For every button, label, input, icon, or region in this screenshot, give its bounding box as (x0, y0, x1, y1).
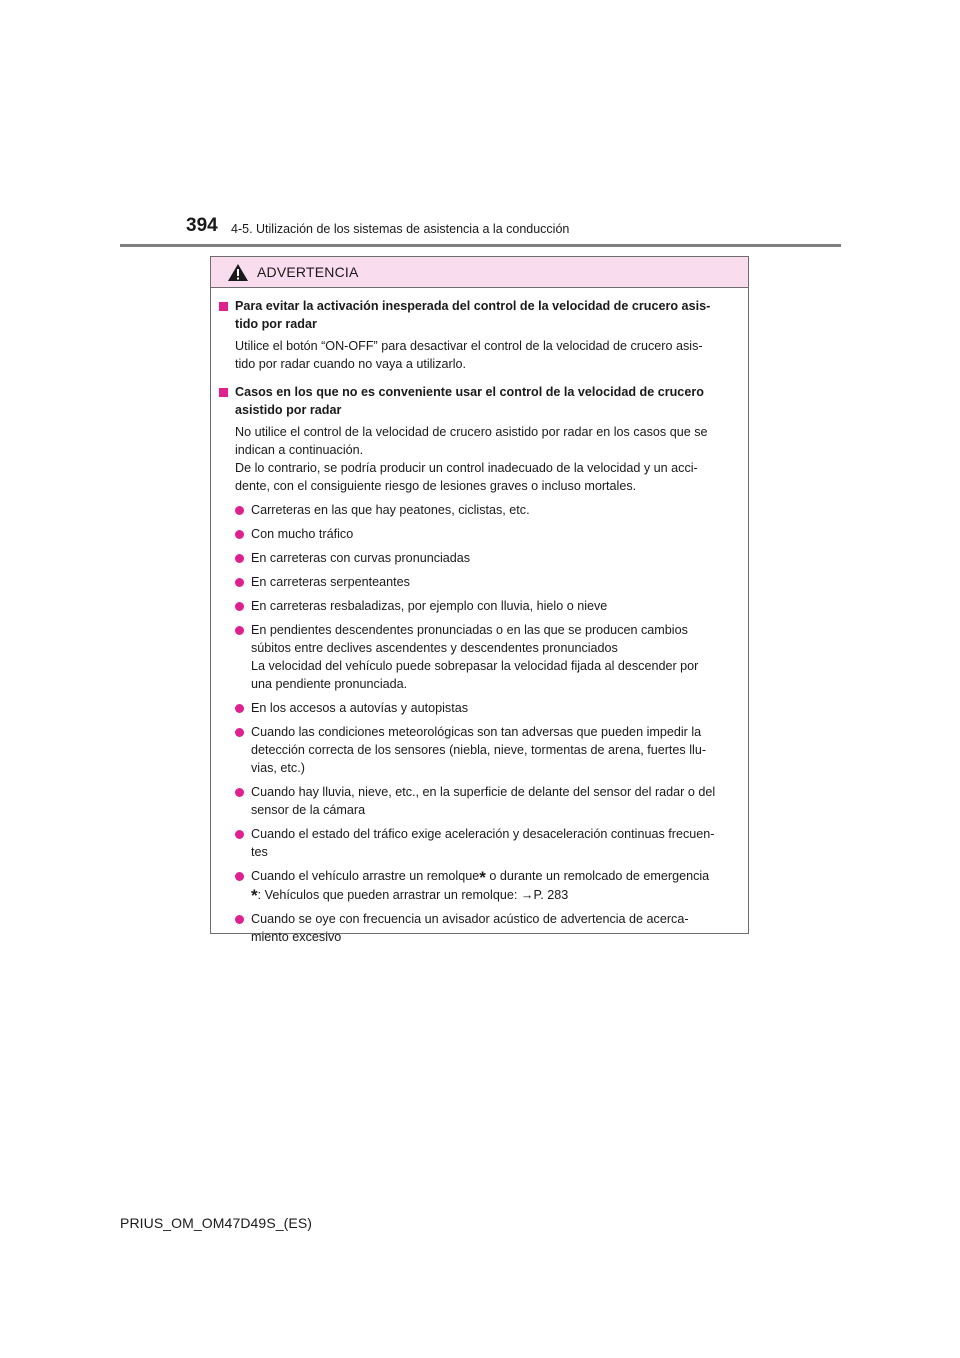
list-item: Cuando el estado del tráfico exige aceleración y desaceleración continuas frecuen- tes (235, 825, 741, 861)
list-item: En pendientes descendentes pronunciadas o en las que se producen cambios súbitos entre declives ascendentes y descendentes pronunciados La velocidad del vehículo puede sobrepasar la velocidad fijada al descender por una pendiente pronunciada. (235, 621, 741, 693)
bullet-dot-icon (235, 704, 244, 713)
bullet-dot-icon (235, 602, 244, 611)
list-item: Cuando se oye con frecuencia un avisador acústico de advertencia de acerca- miento excesivo (235, 910, 741, 946)
bullet-dot-icon (235, 728, 244, 737)
footer-document-code: PRIUS_OM_OM47D49S_(ES) (120, 1215, 313, 1231)
bullet-list (235, 501, 741, 946)
warning-header (211, 257, 748, 288)
topic-title: Casos en los que no es conveniente usar el control de la velocidad de crucero asistido por radar (235, 385, 704, 417)
bullet-dot-icon (235, 830, 244, 839)
list-item: Cuando las condiciones meteorológicas son tan adversas que pueden impedir la detección correcta de los sensores (niebla, nieve, tormentas de arena, fuertes llu- vias, etc.) (235, 723, 741, 777)
square-marker-icon (219, 388, 228, 397)
warning-title: ADVERTENCIA (257, 264, 359, 280)
bullet-dot-icon (235, 530, 244, 539)
bullet-dot-icon (235, 626, 244, 635)
bullet-dot-icon (235, 554, 244, 563)
footnote-star: * (479, 868, 486, 887)
list-item: En los accesos a autovías y autopistas (235, 699, 741, 717)
bullet-dot-icon (235, 872, 244, 881)
topic-unexpected-activation (219, 297, 741, 333)
list-item: Carreteras en las que hay peatones, ciclistas, etc. (235, 501, 741, 519)
footnote-star: * (251, 886, 258, 905)
section-title: 4-5. Utilización de los sistemas de asistencia a la conducción (231, 222, 570, 236)
list-item: Cuando el vehículo arrastre un remolque* o durante un remolcado de emergencia *: Vehículos que pueden arrastrar un remolque: →P. 283 (235, 867, 741, 904)
footnote-line: *: Vehículos que pueden arrastrar un remolque: →P. 283 (251, 886, 569, 905)
topic-paragraph: Utilice el botón “ON-OFF” para desactivar el control de la velocidad de crucero asis- tido por radar cuando no vaya a utilizarlo. (235, 339, 703, 371)
topic-title: Para evitar la activación inesperada del control de la velocidad de crucero asis- tido por radar (235, 299, 711, 331)
bullet-dot-icon (235, 506, 244, 515)
warning-body (211, 288, 748, 946)
square-marker-icon (219, 302, 228, 311)
page-number: 394 (186, 215, 218, 236)
list-item: En carreteras con curvas pronunciadas (235, 549, 741, 567)
topic-paragraph: No utilice el control de la velocidad de crucero asistido por radar en los casos que se indican a continuación. De lo contrario, se podría producir un control inadecuado de la velocidad y un acci- dente, con el consiguiente riesgo de lesiones graves o incluso mortales. (235, 425, 708, 493)
warning-triangle-icon (227, 263, 249, 282)
list-item: Con mucho tráfico (235, 525, 741, 543)
bullet-dot-icon (235, 788, 244, 797)
warning-box (210, 256, 749, 944)
topic-not-recommended-cases (219, 383, 741, 419)
list-item: En carreteras resbaladizas, por ejemplo con lluvia, hielo o nieve (235, 597, 741, 615)
list-item: En carreteras serpenteantes (235, 573, 741, 591)
list-item: Cuando hay lluvia, nieve, etc., en la superficie de delante del sensor del radar o del sensor de la cámara (235, 783, 741, 819)
bullet-dot-icon (235, 915, 244, 924)
header-rule (120, 244, 841, 247)
bullet-dot-icon (235, 578, 244, 587)
